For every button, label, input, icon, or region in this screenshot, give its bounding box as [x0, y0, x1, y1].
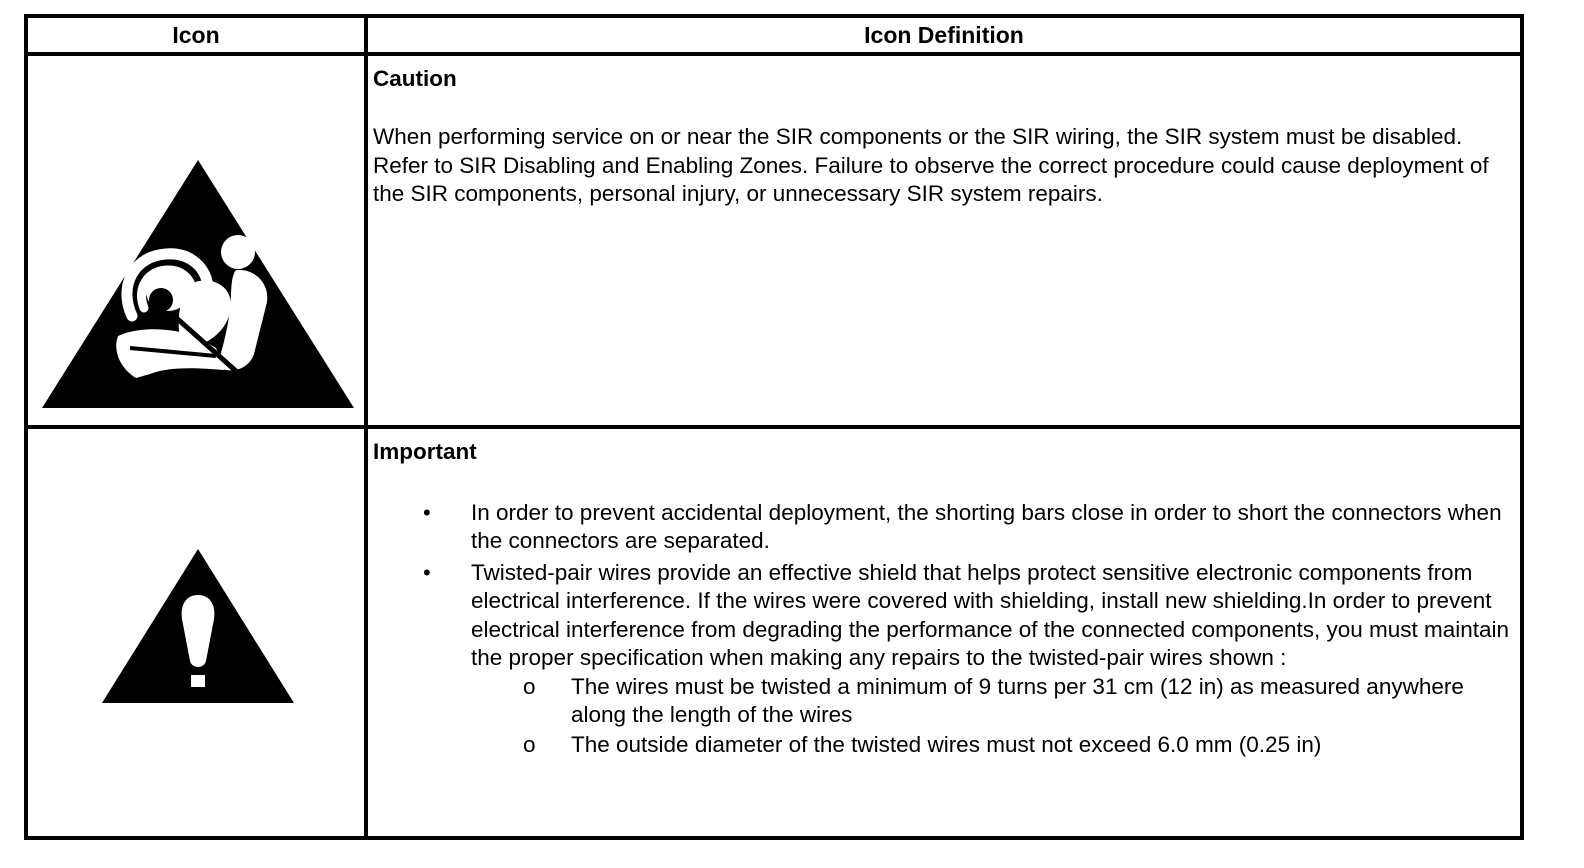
definition-cell-important: [366, 427, 1522, 838]
sub-bullet-marker: o: [523, 731, 536, 757]
icon-definition-table: [24, 14, 1524, 840]
sub-bullet-text: The wires must be twisted a minimum of 9 turns per 31 cm (12 in) as measured anywhere along the length of the wires: [571, 673, 1464, 728]
list-item: [471, 673, 1512, 730]
list-item: [373, 559, 1512, 760]
sub-bullet-text: The outside diameter of the twisted wires must not exceed 6.0 mm (0.25 in): [571, 731, 1322, 757]
bullet-marker: •: [423, 559, 431, 585]
caution-title: Caution: [373, 66, 457, 92]
header-icon: Icon: [26, 16, 366, 54]
table-header-row: [26, 16, 1522, 54]
exclamation-warning-icon: [100, 547, 296, 705]
list-item: [471, 731, 1512, 760]
header-icon-definition: Icon Definition: [366, 16, 1522, 54]
sub-bullet-marker: o: [523, 673, 536, 699]
bullet-marker: •: [423, 499, 431, 525]
bullet-text: Twisted-pair wires provide an effective shield that helps protect sensitive electronic components from electrical interference. If the wires were covered with shielding, install new shielding.In order to prevent electrical interference from degrading the performance of the connected components, you must maintain the proper specification when making any repairs to the twisted-pair wires shown :: [471, 559, 1510, 671]
list-item: [373, 499, 1512, 556]
important-bullet-list: [373, 499, 1512, 760]
table-row-caution: [26, 54, 1522, 427]
table-row-important: [26, 427, 1522, 838]
icon-cell-caution: [26, 54, 366, 427]
sir-airbag-warning-icon: [40, 158, 356, 410]
important-title: Important: [373, 438, 477, 464]
caution-body: When performing service on or near the SIR components or the SIR wiring, the SIR system must be disabled. Refer to SIR Disabling and Enabling Zones. Failure to observe the correct procedure could cause deployment of the SIR components, personal injury, or unnecessary SIR system repairs.: [373, 124, 1489, 207]
icon-cell-important: [26, 427, 366, 838]
bullet-text: In order to prevent accidental deployment, the shorting bars close in order to short the connectors when the connectors are separated.: [471, 499, 1502, 554]
definition-cell-caution: [366, 54, 1522, 427]
sub-bullet-list: [471, 673, 1512, 760]
